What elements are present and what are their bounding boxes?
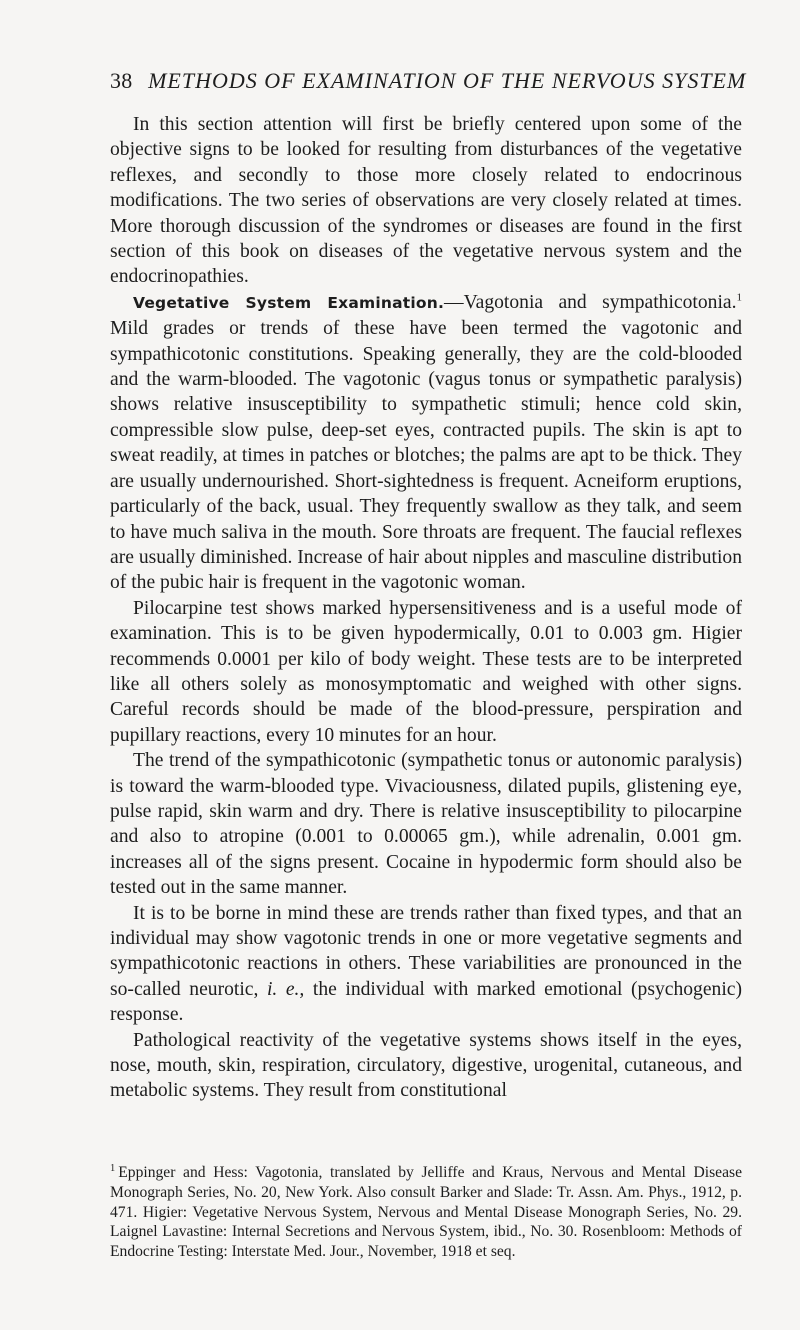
paragraph-lead: —Vagotonia and sympathicotonia.: [444, 291, 737, 313]
running-title: METHODS OF EXAMINATION OF THE NERVOUS SYSTEM: [148, 68, 747, 93]
paragraph-vegetative-exam: [110, 290, 742, 596]
abbrev-ie: i. e.,: [266, 978, 305, 1000]
footnote: [110, 1163, 742, 1262]
running-header: [110, 68, 750, 94]
paragraph-rest: Mild grades or trends of these have been termed the vagotonic and sympathicotonic constitutions. Speaking generally, they are the cold-blooded and the warm-blooded. The vagotonic (vagus tonus or sympathetic paralysis) shows relative insusceptibility to sympathetic stimuli; hence cold skin, compressible slow pulse, deep-set eyes, contracted pupils. The skin is apt to sweat readily, at times in patches or blotches; the palms are apt to be thick. They are usually undernourished. Short-sightedness is frequent. Acneiform eruptions, particularly of the back, usual. They frequently swallow as they talk, and seem to have much saliva in the mouth. Sore throats are frequent. The faucial reflexes are usually diminished. Increase of hair about nipples and masculine distribution of the pubic hair is frequent in the vagotonic woman.: [110, 318, 742, 594]
footnote-reference: 1: [736, 291, 742, 304]
paragraph-sympathicotonic: The trend of the sympathicotonic (sympathetic tonus or autonomic paralysis) is toward the warm-blooded type. Vivaciousness, dilated pupils, glistening eye, pulse rapid, skin warm and dry. There is relative insusceptibility to pilocarpine and also to atropine (0.001 to 0.00065 gm.), while adrenalin, 0.001 gm. increases all of the signs present. Cocaine in hypodermic form should also be tested out in the same manner.: [110, 750, 742, 899]
paragraph-pathological: Pathological reactivity of the vegetative systems shows itself in the eyes, nose, mouth, skin, respiration, circulatory, digestive, urogenital, cutaneous, and metabolic systems. They result from constitutional: [110, 1029, 742, 1102]
page-number: 38: [110, 68, 133, 93]
footnote-text: Eppinger and Hess: Vagotonia, translated by Jelliffe and Kraus, Nervous and Mental Disease Monograph Series, No. 20, New York. Also consult Barker and Slade: Tr. Assn. Am. Phys., 1912, p. 471. Higier: Vegetative Nervous System, Nervous and Mental Disease Monograph Series, No. 29. Laignel Lavastine: Internal Secretions and Nervous System, ibid., No. 30. Rosenbloom: Methods of Endocrine Testing: Interstate Med. Jour., November, 1918 et seq.: [110, 1164, 742, 1261]
paragraph-intro: In this section attention will first be briefly centered upon some of the objective signs to be looked for resulting from disturbances of the vegetative reflexes, and secondly to those more closely related to endocrinous modifications. The two series of observations are very closely related at times. More thorough discussion of the syndromes or diseases are found in the first section of this book on diseases of the vegetative nervous system and the endocrinopathies.: [110, 114, 742, 288]
paragraph-trends-a: It is to be borne in mind these are trends rather than fixed types, and that an individual may show vagotonic trends in one or more vegetative segments and sympathicotonic reactions in others. These variabilities are pronounced in the so-called neurotic,: [110, 902, 742, 1000]
paragraph-trends-b: the individual with marked emotional (psychogenic) response.: [110, 978, 743, 1026]
paragraph-pilocarpine: Pilocarpine test shows marked hypersensitiveness and is a useful mode of examination. This is to be given hypodermically, 0.01 to 0.003 gm. Higier recommends 0.0001 per kilo of body weight. These tests are to be interpreted like all others solely as monosymptomatic and weighed with other signs. Careful records should be made of the blood-pressure, perspiration and pupillary reactions, every 10 minutes for an hour.: [110, 597, 742, 746]
body-text: [110, 112, 742, 1104]
section-heading: Vegetative System Examination.: [133, 293, 445, 312]
footnote-mark: 1: [110, 1162, 116, 1174]
paragraph-trends: [110, 901, 742, 1028]
